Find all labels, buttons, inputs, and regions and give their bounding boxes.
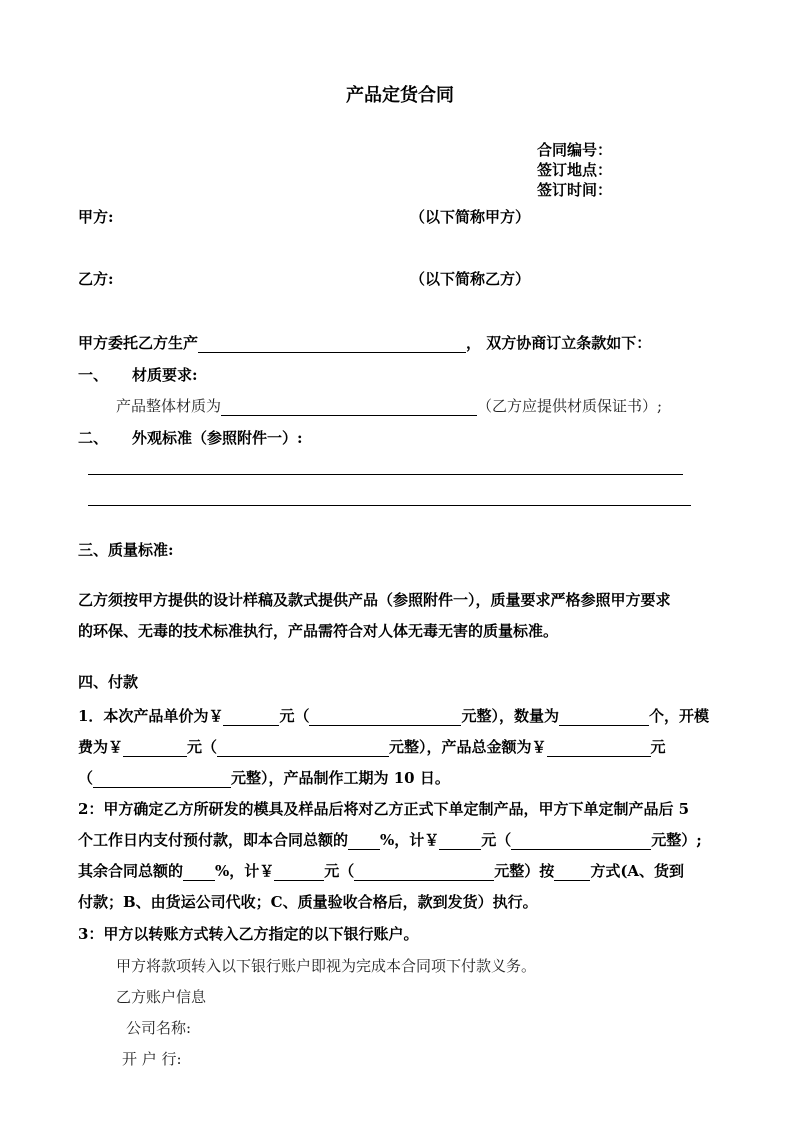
section-3-heading: 三、质量标准: (78, 541, 174, 559)
deposit-amount-blank[interactable] (439, 833, 481, 850)
p2-l3-a: 其余合同总额的 (78, 862, 184, 880)
p2-l3-d: 元整）按 (494, 862, 555, 880)
balance-percent-blank[interactable] (183, 864, 215, 881)
account-info-heading: 乙方账户信息 (116, 988, 207, 1006)
p1-l2-a: 费为￥ (78, 738, 124, 756)
signing-place-label: 签订地点： (537, 161, 613, 179)
signing-time-label: 签订时间： (537, 181, 613, 199)
p1-l1-a: 1．本次产品单价为￥ (78, 707, 224, 725)
p1-l2-b: 元（ (187, 738, 218, 756)
p2-l2-b: %，计￥ (380, 831, 440, 849)
p1-l2-d: 元 (650, 738, 666, 756)
p1-l1-c: 元整），数量为 (461, 707, 559, 725)
deposit-percent-blank[interactable] (348, 833, 380, 850)
party-b-label: 乙方: (78, 270, 114, 288)
unit-price-words-blank[interactable] (309, 709, 461, 726)
section-2-heading: 外观标准（参照附件一）: (132, 429, 303, 447)
p2-l3-e: 方式(A、货到 (590, 862, 685, 880)
section-1-heading: 材质要求: (132, 366, 198, 384)
deposit-words-blank[interactable] (511, 833, 651, 850)
appearance-blank-line-2[interactable] (88, 505, 691, 506)
appearance-blank-line-1[interactable] (88, 474, 683, 475)
quantity-blank[interactable] (559, 709, 649, 726)
page-title: 产品定货合同 (346, 85, 454, 106)
section-2-number: 二、 (78, 429, 109, 447)
intro-line (78, 333, 651, 353)
payment-2-line-3 (78, 861, 684, 881)
bank-label: 开 户 行: (122, 1050, 182, 1068)
p1-l2-c: 元整），产品总金额为￥ (389, 738, 547, 756)
payment-2-line-4: 付款；B、由货运公司代收；C、质量验收合格后，款到发货）执行。 (78, 893, 538, 911)
unit-price-blank[interactable] (223, 709, 279, 726)
payment-1-line-1 (78, 706, 709, 726)
mold-fee-blank[interactable] (123, 740, 187, 757)
mold-fee-words-blank[interactable] (217, 740, 389, 757)
quality-paragraph-line-1: 乙方须按甲方提供的设计样稿及款式提供产品（参照附件一），质量要求严格参照甲方要求 (78, 591, 671, 609)
balance-amount-blank[interactable] (274, 864, 324, 881)
payment-method-blank[interactable] (554, 864, 590, 881)
material-blank[interactable] (221, 399, 477, 416)
payment-2-line-1: 2：甲方确定乙方所研发的模具及样品后将对乙方正式下单定制产品，甲方下单定制产品后 5 (78, 800, 690, 818)
p2-l3-c: 元（ (324, 862, 355, 880)
material-line (116, 396, 662, 416)
payment-3-line-1: 3：甲方以转账方式转入乙方指定的以下银行账户。 (78, 925, 419, 943)
p1-l1-d: 个，开模 (648, 707, 709, 725)
party-b-note: （以下简称乙方） (410, 270, 531, 288)
intro-suffix: ， 双方协商订立条款如下： (466, 334, 652, 352)
contract-number-label: 合同编号： (537, 141, 613, 159)
party-a-label: 甲方: (78, 208, 114, 226)
p2-l2-d: 元整）; (651, 831, 702, 849)
quality-paragraph-line-2: 的环保、无毒的技术标准执行，产品需符合对人体无毒无害的质量标准。 (78, 622, 559, 640)
total-amount-blank[interactable] (547, 740, 651, 757)
p2-l3-b: %，计￥ (215, 862, 275, 880)
p1-l3-b: 元整），产品制作工期为 10 日。 (231, 769, 450, 787)
total-amount-words-blank[interactable] (93, 771, 231, 788)
p2-l2-a: 个工作日内支付预付款，即本合同总额的 (78, 831, 349, 849)
company-name-label: 公司名称: (126, 1019, 192, 1037)
product-blank[interactable] (198, 336, 466, 353)
p2-l2-c: 元（ (481, 831, 512, 849)
party-a-note: （以下简称甲方） (410, 208, 531, 226)
intro-prefix: 甲方委托乙方生产 (78, 334, 199, 352)
p1-l3-a: （ (78, 769, 94, 787)
section-4-heading: 四、付款 (78, 673, 139, 691)
payment-1-line-3 (78, 768, 450, 788)
payment-3-line-2: 甲方将款项转入以下银行账户即视为完成本合同项下付款义务。 (116, 957, 537, 975)
material-suffix: （乙方应提供材质保证书）; (477, 397, 663, 415)
payment-1-line-2 (78, 737, 666, 757)
section-1-number: 一、 (78, 366, 109, 384)
balance-words-blank[interactable] (354, 864, 494, 881)
material-prefix: 产品整体材质为 (116, 397, 222, 415)
p1-l1-b: 元（ (279, 707, 310, 725)
payment-2-line-2 (78, 830, 702, 850)
